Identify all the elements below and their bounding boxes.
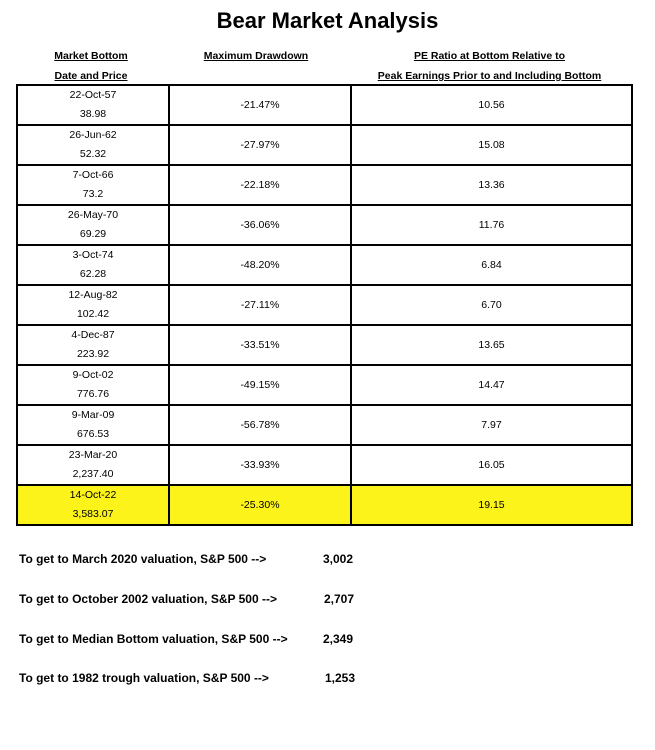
pe-ratio-cell: 13.36 (351, 165, 632, 205)
note-text: To get to 1982 trough valuation, S&P 500 --> (19, 671, 269, 685)
market-bottom-cell (17, 245, 169, 285)
table-body (17, 85, 632, 525)
drawdown-cell: -49.15% (169, 365, 351, 405)
market-bottom-cell (17, 365, 169, 405)
table-row (17, 285, 632, 325)
market-bottom-cell (17, 285, 169, 325)
pe-ratio-cell: 7.97 (351, 405, 632, 445)
bottom-price: 2,237.40 (72, 468, 114, 480)
market-bottom-cell (17, 325, 169, 365)
table-row (17, 165, 632, 205)
pe-ratio-cell: 15.08 (351, 125, 632, 165)
note-median-bottom (19, 632, 354, 646)
drawdown-cell: -22.18% (169, 165, 351, 205)
market-bottom-cell (17, 125, 169, 165)
bottom-price: 62.28 (79, 268, 107, 280)
table-row (17, 245, 632, 285)
bottom-date: 7-Oct-66 (72, 169, 114, 181)
header-market-bottom-line1: Market Bottom (54, 50, 128, 62)
bottom-date: 9-Oct-02 (72, 369, 114, 381)
bottom-date: 22-Oct-57 (69, 89, 117, 101)
header-pe-ratio-line1: PE Ratio at Bottom Relative to (413, 50, 566, 62)
bottom-price: 38.98 (79, 108, 107, 120)
drawdown-cell: -36.06% (169, 205, 351, 245)
pe-ratio-cell: 14.47 (351, 365, 632, 405)
market-bottom-cell (17, 485, 169, 525)
bottom-date: 3-Oct-74 (72, 249, 114, 261)
note-october-2002 (19, 592, 355, 606)
drawdown-cell: -48.20% (169, 245, 351, 285)
pe-ratio-cell: 10.56 (351, 85, 632, 125)
bottom-date: 14-Oct-22 (69, 489, 117, 501)
drawdown-cell: -33.93% (169, 445, 351, 485)
bottom-date: 26-Jun-62 (69, 129, 117, 141)
bottom-date: 9-Mar-09 (71, 409, 115, 421)
header-max-drawdown: Maximum Drawdown (203, 50, 309, 62)
bottom-date: 23-Mar-20 (68, 449, 118, 461)
header-market-bottom (16, 46, 166, 86)
pe-ratio-cell: 19.15 (351, 485, 632, 525)
note-text: To get to March 2020 valuation, S&P 500 --> (19, 552, 267, 566)
drawdown-cell: -21.47% (169, 85, 351, 125)
market-bottom-cell (17, 85, 169, 125)
drawdown-cell: -27.97% (169, 125, 351, 165)
table-row (17, 325, 632, 365)
bottom-price: 223.92 (76, 348, 110, 360)
table-row (17, 125, 632, 165)
header-pe-ratio-line2: Peak Earnings Prior to and Including Bottom (377, 70, 602, 82)
drawdown-cell: -33.51% (169, 325, 351, 365)
table-row (17, 205, 632, 245)
bottom-price: 52.32 (79, 148, 107, 160)
bottom-date: 12-Aug-82 (68, 289, 118, 301)
bottom-price: 102.42 (76, 308, 110, 320)
pe-ratio-cell: 13.65 (351, 325, 632, 365)
note-value: 2,707 (324, 592, 355, 606)
table-row (17, 445, 632, 485)
bottom-price: 776.76 (76, 388, 110, 400)
drawdown-cell: -27.11% (169, 285, 351, 325)
table-row (17, 485, 632, 525)
bottom-date: 26-May-70 (67, 209, 119, 221)
bottom-price: 69.29 (79, 228, 107, 240)
note-value: 1,253 (325, 671, 356, 685)
note-text: To get to October 2002 valuation, S&P 500 --> (19, 592, 277, 606)
pe-ratio-cell: 6.70 (351, 285, 632, 325)
market-bottom-cell (17, 205, 169, 245)
note-text: To get to Median Bottom valuation, S&P 500 --> (19, 632, 288, 646)
bottom-price: 3,583.07 (72, 508, 114, 520)
note-value: 2,349 (323, 632, 354, 646)
page-title: Bear Market Analysis (216, 8, 439, 33)
pe-ratio-cell: 6.84 (351, 245, 632, 285)
header-market-bottom-line2: Date and Price (54, 70, 128, 82)
header-pe-ratio (346, 46, 633, 86)
market-bottom-cell (17, 405, 169, 445)
bottom-date: 4-Dec-87 (71, 329, 115, 341)
bottom-price: 676.53 (76, 428, 110, 440)
table-row (17, 85, 632, 125)
bear-market-table (16, 84, 633, 526)
drawdown-cell: -56.78% (169, 405, 351, 445)
pe-ratio-cell: 11.76 (351, 205, 632, 245)
bottom-price: 73.2 (82, 188, 104, 200)
table-row (17, 405, 632, 445)
note-march-2020 (19, 552, 354, 566)
market-bottom-cell (17, 165, 169, 205)
pe-ratio-cell: 16.05 (351, 445, 632, 485)
drawdown-cell: -25.30% (169, 485, 351, 525)
note-value: 3,002 (323, 552, 354, 566)
table-row (17, 365, 632, 405)
market-bottom-cell (17, 445, 169, 485)
note-1982-trough (19, 671, 356, 685)
